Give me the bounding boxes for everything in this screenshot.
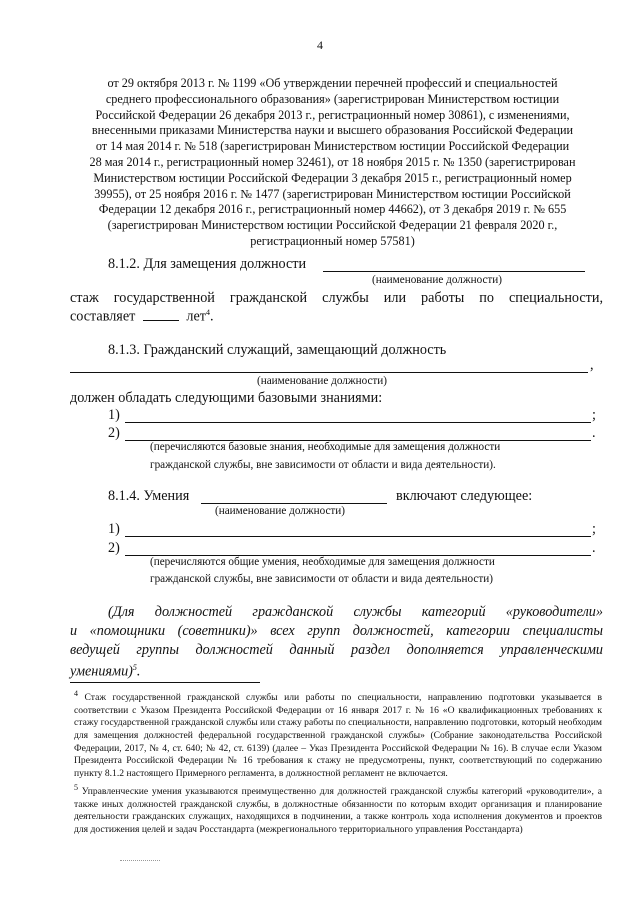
footnote-ref-5[interactable]: 5 — [132, 663, 137, 672]
footnote-number: 4 — [74, 689, 78, 698]
footnote-4: $^4$ Стаж государственной гражданской службы или работы по специальности, направлению подготовки указывается в соответствии с Указом Президента Российской Федерации от 16 января 2017 г. № 16 «О квалификационных требованиях к стажу государственной гражданской службы или стажу работы по специальности, направлению подготовки, который необходим для замещения должностей федеральной государственной гражданской службы» (Собрание законодательства Российской Федерации, 2017, № 4, ст. 640; № 42, ст. 6139) (далее – Указ Президента Российской Федерации № 16). В случае если Указом Президента Российской Федерации № 16 требования к стажу не предусмотрены, пункт, соответствующий по содержанию пункту 8.1.2 настоящего Примерного регламента, в должностной регламент не включается. — [74, 689, 602, 779]
list-number-2: 2) — [108, 425, 120, 441]
intro-line: среднего профессионального образования» (зарегистрирован Министерством юстиции — [105, 91, 560, 106]
intro-line: Российской Федерации 26 декабря 2013 г., регистрационный номер 30861), с изменениями, — [95, 107, 570, 122]
base-knowledge-text: должен обладать следующими базовыми знаниями: — [70, 390, 383, 406]
years-field[interactable] — [143, 320, 179, 321]
footnote-5: $^5$ Управленческие умения указываются преимущественно для должностей гражданской службы категорий «руководители», а также иных должностей гражданской службы, в должностные обязанности по которым входит организация и планирование деятельности гражданских служащих, находящихся в подчинении, а также контроль хода исполнения документов и проектов для достижения целей и задач Росстандарта (межрегионального территориального управления Росстандарта) — [74, 783, 602, 835]
intro-line: Министерством юстиции Российской Федерации 3 декабря 2015 г., регистрационный номер — [93, 170, 572, 185]
managerial-note-line: и «помощники (советники)» всех групп должностей, категории специалисты — [70, 623, 603, 639]
list-number-1: 1) — [108, 521, 120, 537]
section-8-1-4-label: 8.1.4. Умения — [108, 488, 190, 504]
knowledge-field-1[interactable] — [125, 422, 591, 423]
knowledge-note-1: (перечисляются базовые знания, необходимые для замещения должности — [150, 441, 501, 453]
intro-line: Федерации 12 декабря 2016 г., регистрационный номер 44662), от 3 декабря 2019 г. № 655 — [98, 202, 567, 217]
footnote-ref-4[interactable]: 4 — [206, 308, 210, 317]
seniority-text: стаж государственной гражданской службы или работы по специальности, — [70, 290, 603, 306]
document-page: 4 от 29 октября 2013 г. № 1199 «Об утверждении перечней профессий и специальностей среднего профессионального образования» (зарегистрирован Министерством юстиции Российской Федерации 26 декабря 2013 г., регистрационный номер 30861), с изменениями, внесенными приказами Министерства науки и высшего образования Российской Федерации от 14 мая 2014 г. № 518 (зарегистрирован Министерством юстиции Российской Федерации 28 мая 2014 г., регистрационный номер 32461), от 18 ноября 2015 г. № 1350 (зарегистрирован Министерством юстиции Российской Федерации 3 декабря 2015 г., регистрационный номер 39955), от 25 ноября 2016 г. № 1477 (зарегистрирован Министерством юстиции Российской Федерации 12 декабря 2016 г., регистрационный номер 44662), от 3 декабря 2019 г. № 655 (зарегистрирован Министерством юстиции Российской Федерации 21 февраля 2020 г., регистрационный номер 57581) 8.1.2. Для замещения должности (наименование должности) стаж государственной гражданской службы или работы по специальности, составляет лет$^4$. 8.1.3. Гражданский служащий, замещающий должность , (наименование должности) должен обладать следующими базовыми знаниями: 1) ; 2) . (перечисляются базовые знания, необходимые для замещения должности гражданской службы, вне зависимости от области и вида деятельности). 8.1.4. Умения включают следующее: (наименование должности) 1) ; 2) . (перечисляются общие умения, необходимые для замещения должности гражданской службы, вне зависимости от области и вида деятельности) (Для должностей гражданской службы категорий «руководители» и «помощники (советники)» всех групп должностей, категории специалисты ведущей группы должностей данный раздел дополняется управленческими умениями)$^5$. $^4$ Стаж государственной гражданской службы или работы по специальности, направлению подготовки указывается в соответствии с Указом Президента Российской Федерации от 16 января 2017 г. № 16 «О квалификационных требованиях к стажу государственной гражданской службы или стажу работы по специальности, направлению подготовки, который необходим для замещения должностей федеральной государственной гражданской службы» (Собрание законодательства Российской Федерации, 2017, № 4, ст. 640; № 42, ст. 6139) (далее – Указ Президента Российской Федерации № 16). В случае если Указом Президента Российской Федерации № 16 требования к стажу не предусмотрены, пункт, соответствующий по содержанию пункту 8.1.2 настоящего Примерного регламента, в должностной регламент не включается. $^5$ Управленческие умения указываются преимущественно для должностей гражданской службы категорий «руководители», а также иных должностей гражданской службы, в должностные обязанности по которым входит организация и планирование деятельности гражданских служащих, находящихся в подчинении, а также контроль хода исполнения документов и проектов для достижения целей и задач Росстандарта (межрегионального территориального управления Росстандарта) — [0, 0, 640, 905]
managerial-note-line: умениями)$^5$. — [70, 663, 141, 680]
position-name-field[interactable] — [323, 271, 585, 272]
list-number-1: 1) — [108, 407, 120, 423]
page-number: 4 — [317, 38, 323, 52]
intro-line: (зарегистрирован Министерством юстиции Российской Федерации 21 февраля 2020 г., — [107, 218, 558, 233]
list-number-2: 2) — [108, 540, 120, 556]
position-name-hint-3: (наименование должности) — [215, 505, 346, 517]
intro-paragraph — [60, 76, 605, 250]
position-name-hint: (наименование должности) — [372, 274, 503, 286]
managerial-note-line: (Для должностей гражданской службы категорий «руководители» — [108, 604, 603, 620]
intro-line: 28 мая 2014 г., регистрационный номер 32461), от 18 ноября 2015 г. № 1350 (зарегистрирован — [89, 154, 576, 169]
section-8-1-3-label: 8.1.3. Гражданский служащий, замещающий должность — [108, 342, 447, 358]
position-name-hint-2: (наименование должности) — [257, 375, 388, 387]
intro-line: регистрационный номер 57581) — [250, 233, 415, 248]
skills-note-1: (перечисляются общие умения, необходимые для замещения должности — [150, 556, 495, 568]
intro-line: от 29 октября 2013 г. № 1199 «Об утверждении перечней профессий и специальностей — [107, 76, 558, 90]
position-name-field-3[interactable] — [201, 503, 387, 504]
footnote-divider — [70, 682, 260, 683]
scan-mark — [120, 860, 160, 861]
intro-line: 39955), от 25 ноября 2016 г. № 1477 (зарегистрирован Министерством юстиции Российской — [94, 186, 571, 201]
intro-line: внесенными приказами Министерства науки и высшего образования Российской Федерации — [91, 123, 574, 138]
skills-tail: включают следующее: — [396, 488, 533, 504]
years-label: лет — [186, 308, 206, 325]
skills-field-1[interactable] — [125, 536, 591, 537]
intro-line: от 14 мая 2014 г. № 518 (зарегистрирован Министерством юстиции Российской Федерации — [95, 139, 570, 154]
skills-note-2: гражданской службы, вне зависимости от области и вида деятельности) — [150, 573, 493, 585]
knowledge-note-2: гражданской службы, вне зависимости от области и вида деятельности). — [150, 459, 496, 471]
seniority-line: составляет лет$^4$. — [70, 308, 214, 325]
managerial-note-line: ведущей группы должностей данный раздел дополняется управленческими — [70, 642, 603, 658]
section-8-1-2-label: 8.1.2. Для замещения должности — [108, 256, 307, 272]
position-name-field-2[interactable] — [70, 372, 588, 373]
seniority-label: составляет — [70, 308, 136, 325]
footnote-number: 5 — [74, 783, 78, 792]
